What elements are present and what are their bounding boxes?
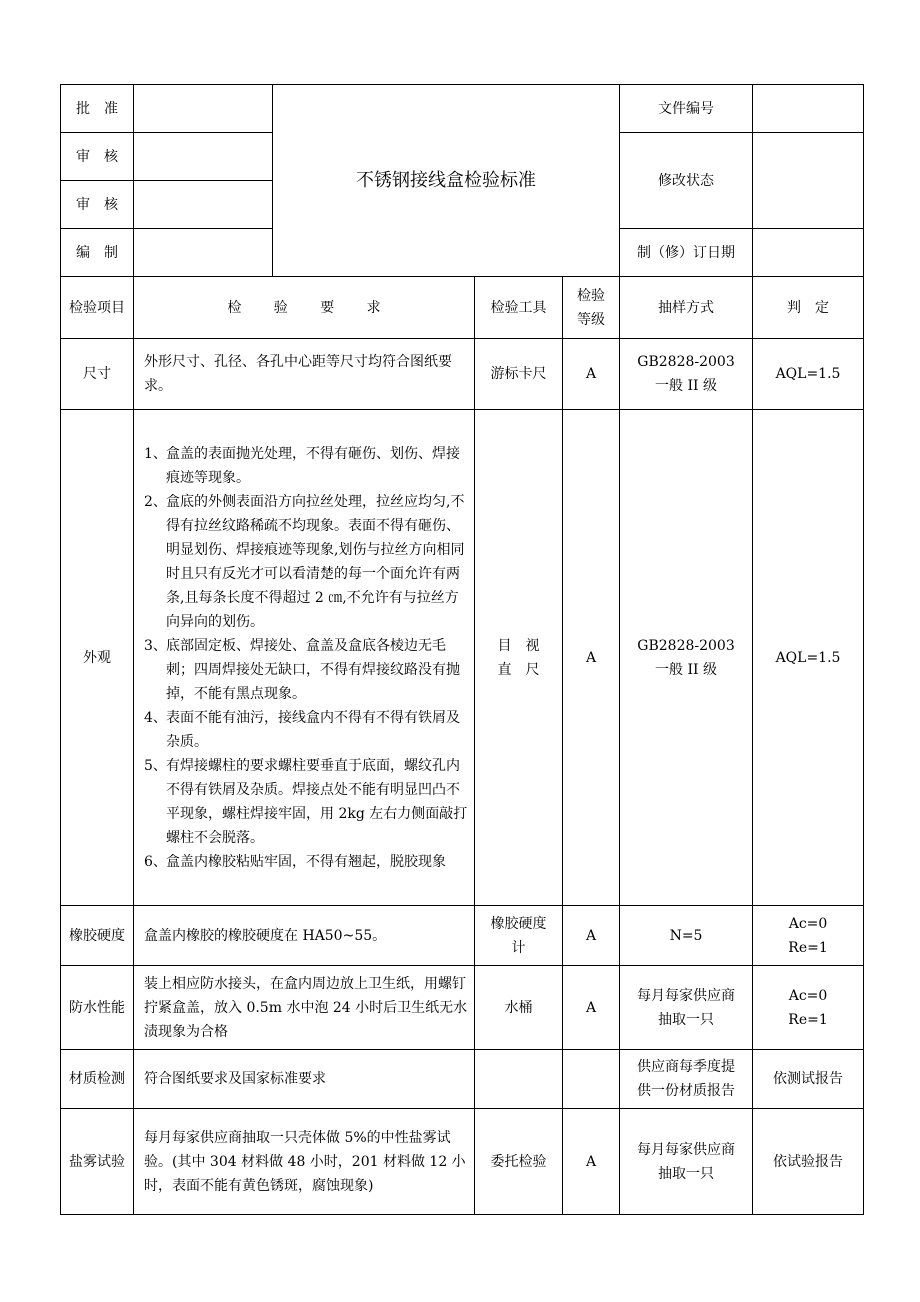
col-judgement: 判 定 [753, 277, 864, 339]
table-row [61, 410, 864, 906]
level-material [563, 1050, 620, 1109]
requirement-appearance [134, 410, 475, 906]
table-row [61, 906, 864, 966]
judgement-appearance: AQL=1.5 [753, 410, 864, 906]
requirement-waterproof: 装上相应防水接头，在盒内周边放上卫生纸，用螺钉拧紧盒盖，放入 0.5m 水中泡 24 小时后卫生纸无水渍现象为合格 [134, 966, 475, 1050]
sampling-material: 供应商每季度提 供一份材质报告 [620, 1050, 753, 1109]
table-row [61, 966, 864, 1050]
level-hardness: A [563, 906, 620, 966]
item-waterproof: 防水性能 [61, 966, 134, 1050]
list-item-text: 盒盖的表面抛光处理，不得有砸伤、划伤、焊接痕迹等现象。 [166, 445, 460, 486]
col-sampling: 抽样方式 [620, 277, 753, 339]
compile-value [134, 229, 273, 277]
review1-label: 审 核 [61, 133, 134, 181]
judgement-hardness: Ac=0 Re=1 [753, 906, 864, 966]
col-level: 检验 等级 [563, 277, 620, 339]
approve-value [134, 85, 273, 133]
judgement-saltspray: 依试验报告 [753, 1109, 864, 1215]
list-item [144, 850, 468, 874]
list-item [144, 754, 468, 850]
sampling-waterproof: 每月每家供应商 抽取一只 [620, 966, 753, 1050]
list-item-number: 5、 [144, 757, 167, 774]
inspection-standard-table [60, 84, 864, 1215]
requirement-material: 符合图纸要求及国家标准要求 [134, 1050, 475, 1109]
list-item-text: 表面不能有油污，接线盒内不得有不得有铁屑及杂质。 [166, 709, 460, 750]
list-item-text: 底部固定板、焊接处、盒盖及盒底各棱边无毛刺；四周焊接处无缺口，不得有焊接纹路没有抛掉，不能有黑点现象。 [166, 637, 460, 702]
sampling-hardness: N=5 [620, 906, 753, 966]
tool-hardness: 橡胶硬度 计 [475, 906, 563, 966]
list-item-number: 3、 [144, 637, 167, 654]
list-item [144, 442, 468, 490]
review1-value [134, 133, 273, 181]
sampling-size: GB2828-2003 一般 II 级 [620, 339, 753, 410]
table-row [61, 1109, 864, 1215]
appearance-requirement-list [144, 442, 468, 874]
tool-saltspray: 委托检验 [475, 1109, 563, 1215]
sampling-saltspray: 每月每家供应商 抽取一只 [620, 1109, 753, 1215]
sampling-appearance: GB2828-2003 一般 II 级 [620, 410, 753, 906]
list-item-number: 2、 [144, 493, 167, 510]
document-title: 不锈钢接线盒检验标准 [273, 85, 620, 277]
level-saltspray: A [563, 1109, 620, 1215]
col-tool: 检验工具 [475, 277, 563, 339]
judgement-material: 依测试报告 [753, 1050, 864, 1109]
revision-value [753, 133, 864, 229]
review2-value [134, 181, 273, 229]
tool-material [475, 1050, 563, 1109]
list-item-text: 盒盖内橡胶粘贴牢固，不得有翘起，脱胶现象 [166, 853, 446, 870]
date-value [753, 229, 864, 277]
item-hardness: 橡胶硬度 [61, 906, 134, 966]
requirement-saltspray: 每月每家供应商抽取一只壳体做 5%的中性盐雾试验。(其中 304 材料做 48 小时，201 材料做 12 小时，表面不能有黄色锈斑，腐蚀现象) [134, 1109, 475, 1215]
date-label: 制（修）订日期 [620, 229, 753, 277]
list-item-number: 6、 [144, 853, 167, 870]
item-material: 材质检测 [61, 1050, 134, 1109]
item-saltspray: 盐雾试验 [61, 1109, 134, 1215]
doc-no-label: 文件编号 [620, 85, 753, 133]
requirement-size: 外形尺寸、孔径、各孔中心距等尺寸均符合图纸要求。 [134, 339, 475, 410]
review2-label: 审 核 [61, 181, 134, 229]
list-item [144, 634, 468, 706]
level-appearance: A [563, 410, 620, 906]
list-item-number: 1、 [144, 445, 167, 462]
level-size: A [563, 339, 620, 410]
item-appearance: 外观 [61, 410, 134, 906]
tool-size: 游标卡尺 [475, 339, 563, 410]
list-item [144, 706, 468, 754]
list-item-number: 4、 [144, 709, 167, 726]
doc-no-value [753, 85, 864, 133]
tool-waterproof: 水桶 [475, 966, 563, 1050]
table-row [61, 1050, 864, 1109]
col-requirement: 检 验 要 求 [134, 277, 475, 339]
requirement-hardness: 盒盖内橡胶的橡胶硬度在 HA50~55。 [134, 906, 475, 966]
list-item [144, 490, 468, 634]
table-row [61, 339, 864, 410]
level-waterproof: A [563, 966, 620, 1050]
compile-label: 编 制 [61, 229, 134, 277]
col-item: 检验项目 [61, 277, 134, 339]
list-item-text: 盒底的外侧表面沿方向拉丝处理，拉丝应均匀,不得有拉丝纹路稀疏不均现象。表面不得有砸伤、明显划伤、焊接痕迹等现象,划伤与拉丝方向相同时且只有反光才可以看清楚的每一个面允许有两条,且每条长度不得超过 2 ㎝,不允许有与拉丝方向异向的划伤。 [166, 493, 465, 630]
tool-appearance: 目 视 直 尺 [475, 410, 563, 906]
revision-label: 修改状态 [620, 133, 753, 229]
list-item-text: 有焊接螺柱的要求螺柱要垂直于底面，螺纹孔内不得有铁屑及杂质。焊接点处不能有明显凹凸不平现象，螺柱焊接牢固，用 2kg 左右力侧面敲打螺柱不会脱落。 [166, 757, 468, 846]
judgement-waterproof: Ac=0 Re=1 [753, 966, 864, 1050]
judgement-size: AQL=1.5 [753, 339, 864, 410]
item-size: 尺寸 [61, 339, 134, 410]
approve-label: 批 准 [61, 85, 134, 133]
